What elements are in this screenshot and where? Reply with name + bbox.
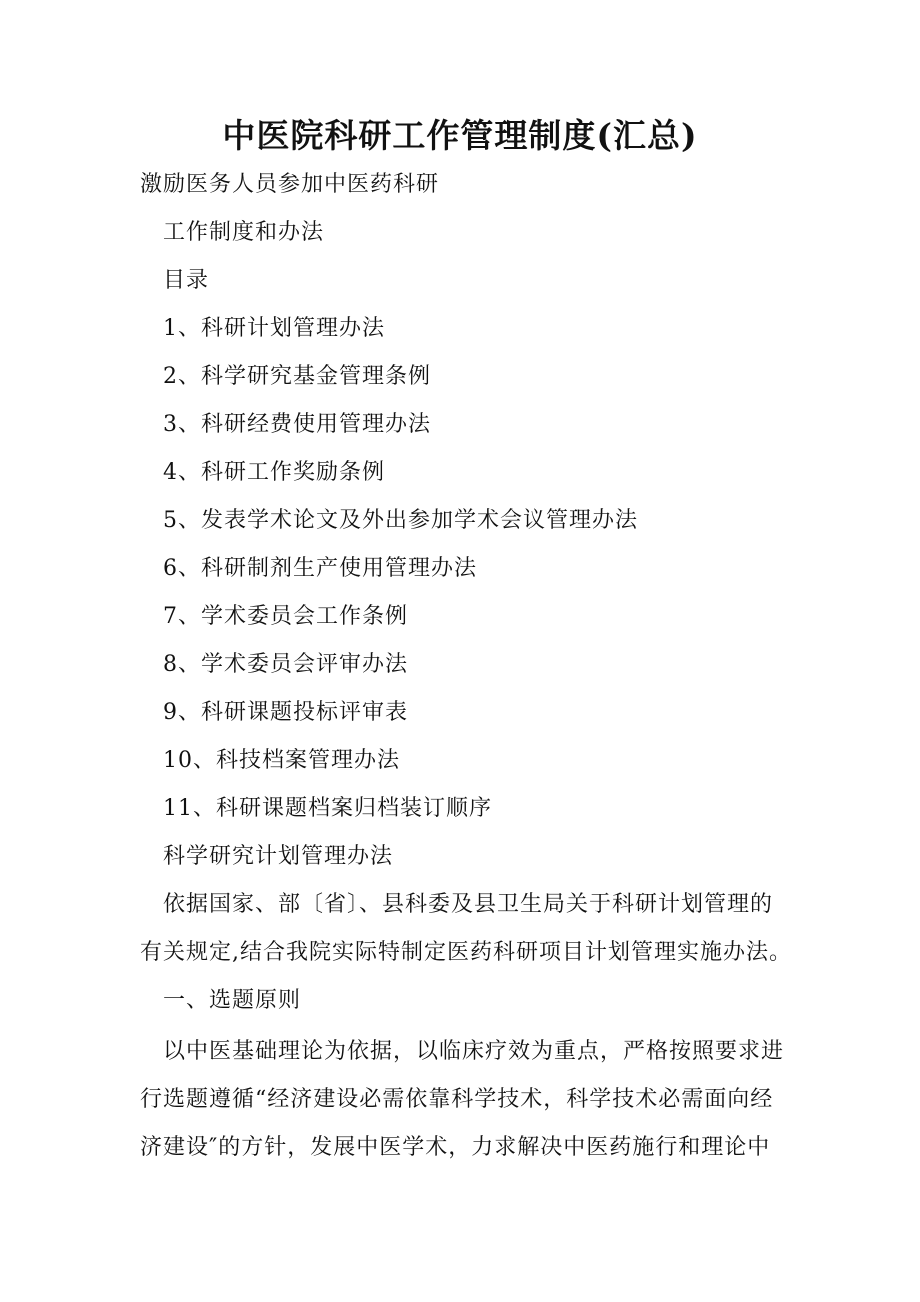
paragraph-line: 有关规定,结合我院实际特制定医药科研项目计划管理实施办法。 <box>140 940 792 965</box>
toc-item: 7、学术委员会工作条例 <box>163 604 408 629</box>
toc-item: 11、科研课题档案归档装订顺序 <box>163 796 492 821</box>
section-heading: 一、选题原则 <box>163 988 302 1013</box>
toc-item: 4、科研工作奖励条例 <box>163 460 385 485</box>
section-title: 科学研究计划管理办法 <box>163 844 394 869</box>
toc-item: 1、科研计划管理办法 <box>163 316 385 341</box>
intro-line: 工作制度和办法 <box>163 220 325 245</box>
toc-item: 6、科研制剂生产使用管理办法 <box>163 556 477 581</box>
paragraph-line: 行选题遵循“经济建设必需依靠科学技术，科学技术必需面向经 <box>140 1087 774 1112</box>
toc-item: 10、科技档案管理办法 <box>163 748 400 773</box>
paragraph-line: 依据国家、部〔省〕、县科委及县卫生局关于科研计划管理的 <box>163 892 774 917</box>
document-title: 中医院科研工作管理制度(汇总) <box>222 116 698 155</box>
toc-item: 8、学术委员会评审办法 <box>163 652 408 677</box>
paragraph-line: 济建设″的方针，发展中医学术，力求解决中医药施行和理论中 <box>140 1135 771 1160</box>
intro-line: 激励医务人员参加中医药科研 <box>140 172 440 197</box>
toc-item: 9、科研课题投标评审表 <box>163 700 408 725</box>
toc-heading: 目录 <box>163 268 210 293</box>
paragraph-line: 以中医基础理论为依据，以临床疗效为重点，严格按照要求进 <box>163 1039 785 1064</box>
toc-item: 2、科学研究基金管理条例 <box>163 364 431 389</box>
toc-item: 3、科研经费使用管理办法 <box>163 412 431 437</box>
toc-item: 5、发表学术论文及外出参加学术会议管理办法 <box>163 508 638 533</box>
